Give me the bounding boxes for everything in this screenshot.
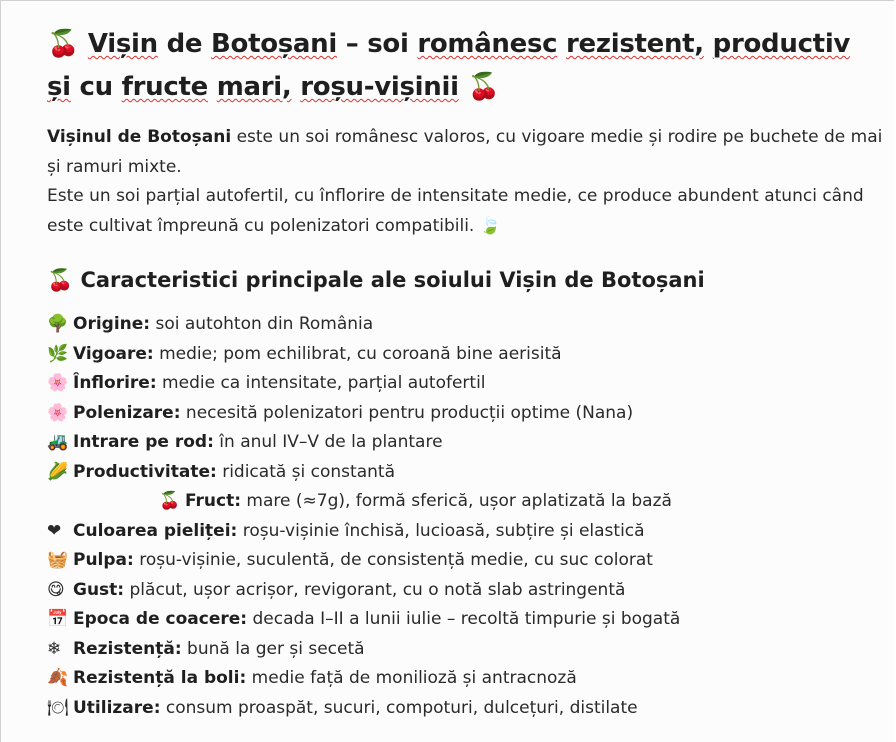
title-space: [208, 72, 217, 102]
title-space: [291, 72, 300, 102]
intro-text: este un soi românesc valoros, cu vigoare medie și rodire pe buchete de mai și ramuri mixte.: [47, 127, 883, 177]
leaf-icon: 🍂: [47, 668, 69, 688]
intro-bold: Vișinul de Botoșani: [47, 127, 232, 147]
cherry-icon: 🍒: [159, 491, 181, 511]
list-item: [47, 340, 887, 370]
list-item: [47, 576, 887, 606]
title-word: productiv: [712, 29, 851, 59]
blossom-icon: 🌸: [47, 373, 69, 393]
item-text: soi autohton din România: [150, 314, 374, 334]
item-text: medie; pom echilibrat, cu coroană bine aerisită: [153, 343, 562, 364]
item-label: Intrare pe rod:: [73, 432, 214, 452]
tractor-icon: 🚜: [47, 432, 69, 452]
title-word: rezistent,: [566, 29, 704, 59]
item-text: mare (≈7g), formă sferică, ușor aplatizată la bază: [241, 491, 672, 511]
item-text: roșu-vișinie închisă, lucioasă, subțire și elastică: [237, 520, 645, 541]
item-label: Fruct:: [185, 491, 242, 511]
list-item: [47, 458, 887, 488]
title-word: cu: [70, 72, 122, 102]
tree-icon: 🌳: [47, 314, 69, 334]
item-label: Vigoare:: [73, 343, 154, 364]
list-item: [47, 546, 887, 576]
corn-icon: 🌽: [47, 461, 69, 482]
cherry-icon: 🍒: [47, 29, 80, 59]
item-label: Rezistență:: [73, 638, 182, 659]
item-label: Productivitate:: [73, 461, 217, 482]
item-text: medie față de monilioză și antracnoză: [246, 668, 577, 688]
intro-paragraph: [47, 123, 887, 241]
item-label: Origine:: [73, 314, 151, 334]
section-heading: [47, 264, 887, 296]
heart-icon: ❤: [47, 520, 62, 541]
item-text: consum proaspăt, sucuri, compoturi, dulcețuri, distilate: [160, 697, 638, 718]
item-text: roșu-vișinie, suculentă, de consistență medie, cu suc colorat: [133, 550, 653, 570]
calendar-icon: 📅: [47, 609, 69, 629]
list-item: [47, 369, 887, 399]
item-label: Pulpa:: [73, 550, 134, 570]
list-item: [47, 664, 887, 694]
list-item: [47, 517, 887, 547]
title-word: fructe: [121, 72, 208, 102]
item-label: Utilizare:: [73, 697, 161, 718]
title-space: [557, 29, 566, 59]
item-label: Polenizare:: [73, 402, 181, 423]
title-word: Botoșani: [210, 29, 337, 59]
title-space: [704, 29, 713, 59]
herb-icon: 🌿: [47, 343, 69, 364]
leaf-icon: 🍃: [479, 215, 501, 236]
title-word: roșu-vișinii: [300, 72, 459, 102]
title-word: și: [47, 72, 71, 102]
list-item: [47, 487, 887, 517]
cherry-icon: 🍒: [467, 72, 500, 102]
item-text: ridicată și constantă: [216, 461, 395, 482]
item-text: bună la ger și secetă: [181, 638, 365, 659]
plate-icon: 🍽: [47, 697, 69, 718]
document-body: [47, 23, 887, 723]
item-text: plăcut, ușor acrișor, revigorant, cu o notă slab astringentă: [124, 579, 626, 600]
list-item: [47, 635, 887, 665]
title-word: – soi: [337, 29, 418, 59]
title-word: românesc: [417, 29, 558, 59]
item-text: necesită polenizatori pentru producții optime (Nana): [180, 402, 634, 423]
blossom-icon: 🌸: [47, 402, 69, 423]
smile-icon: 😋: [47, 579, 65, 600]
title-word: de: [157, 29, 211, 59]
section-heading-text: Caracteristici principale ale soiului Vișin de Botoșani: [80, 268, 705, 292]
cherry-icon: 🍒: [47, 268, 74, 292]
item-label: Culoarea pieliței:: [73, 520, 238, 541]
item-text: medie ca intensitate, parțial autofertil: [156, 373, 486, 393]
item-text: în anul IV–V de la plantare: [213, 432, 443, 452]
list-item: [47, 694, 887, 724]
title-word: mari,: [216, 72, 292, 102]
intro-text-2: Este un soi parțial autofertil, cu înflorire de intensitate medie, ce produce abundent atunci când este cultivat împreună cu polenizatori compatibili.: [47, 186, 864, 236]
item-text: decada I–II a lunii iulie – recoltă timpurie și bogată: [247, 609, 681, 629]
basket-icon: 🧺: [47, 550, 69, 570]
list-item: [47, 428, 887, 458]
item-label: Epoca de coacere:: [73, 609, 248, 629]
snowflake-icon: ❄: [47, 638, 62, 659]
list-item: [47, 310, 887, 340]
features-list: [47, 310, 887, 723]
list-item: [47, 605, 887, 635]
item-label: Gust:: [73, 579, 125, 600]
title-word: Vișin: [87, 29, 158, 59]
list-item: [47, 399, 887, 429]
item-label: Rezistență la boli:: [73, 668, 247, 688]
page-title: [47, 23, 887, 109]
item-label: Înflorire:: [73, 373, 157, 393]
